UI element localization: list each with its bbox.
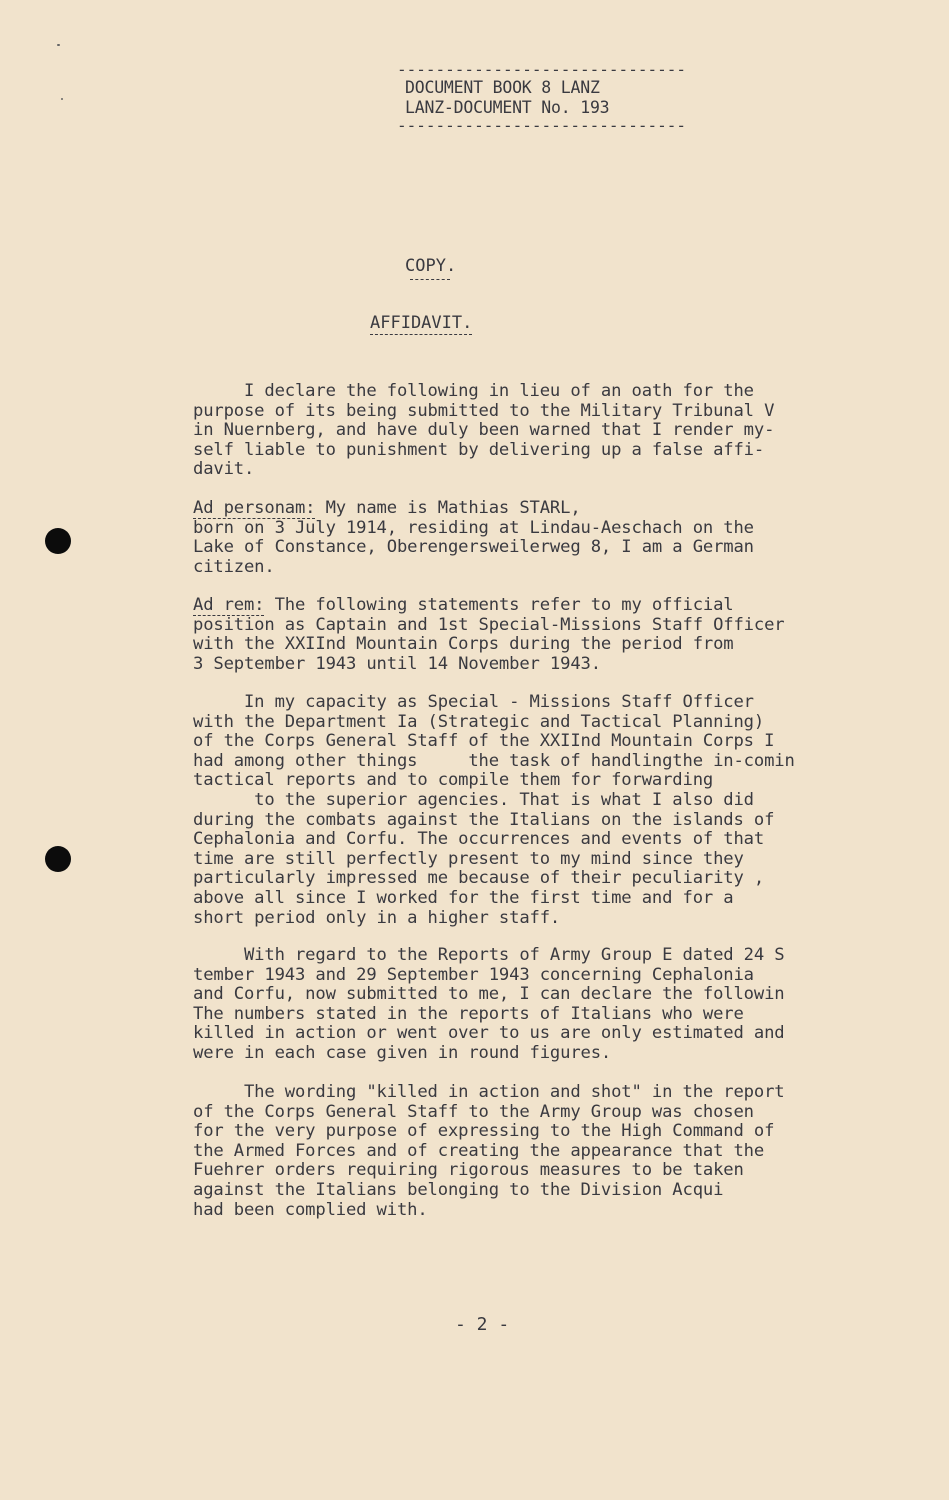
- paragraph-ad-personam: [193, 499, 893, 577]
- text-line: In my capacity as Special - Missions Staff Officer: [193, 692, 754, 712]
- text-line: I declare the following in lieu of an oath for the: [193, 381, 754, 401]
- text-line: tactical reports and to compile them for forwarding: [193, 770, 714, 791]
- text-line: purpose of its being submitted to the Military Tribunal V: [193, 400, 775, 421]
- text-line: The wording "killed in action and shot" in the report: [193, 1082, 785, 1102]
- document-title: AFFIDAVIT.: [370, 313, 473, 333]
- text-line: killed in action or went over to us are only estimated and: [193, 1023, 785, 1044]
- text-line: Fuehrer orders requiring rigorous measures to be taken: [193, 1160, 744, 1181]
- text-line: self liable to punishment by delivering up a false affi-: [193, 439, 765, 460]
- paragraph-reports: [193, 946, 893, 1064]
- text-line: citizen.: [193, 556, 275, 577]
- paragraph-ad-rem: [193, 596, 893, 674]
- text-line: born on 3 July 1914, residing at Lindau-Aeschach on the: [193, 517, 754, 538]
- text-line: of the Corps General Staff of the XXIInd Mountain Corps I: [193, 731, 775, 752]
- text-line: to the superior agencies. That is what I also did: [193, 789, 754, 810]
- text-line: above all since I worked for the first time and for a: [193, 887, 734, 908]
- copy-underline: [410, 279, 450, 280]
- punch-hole-lower: [45, 846, 71, 872]
- text-line: during the combats against the Italians on the islands of: [193, 809, 775, 830]
- copy-label: COPY.: [405, 256, 457, 276]
- text-line: Lake of Constance, Oberengersweilerweg 8, I am a German: [193, 537, 754, 558]
- page-number: - 2 -: [455, 1314, 510, 1335]
- ad-personam-label: Ad personam:: [193, 498, 316, 518]
- text-line: with the XXIInd Mountain Corps during the period from: [193, 634, 734, 655]
- text-line: With regard to the Reports of Army Group E dated 24 S: [193, 945, 785, 965]
- text-line: short period only in a higher staff.: [193, 907, 561, 928]
- text-line: with the Department Ia (Strategic and Tactical Planning): [193, 711, 765, 732]
- punch-hole-upper: [45, 528, 71, 554]
- paragraph-declaration: [193, 382, 893, 480]
- header-rule-bottom: ------------------------------: [397, 116, 686, 135]
- text-line: against the Italians belonging to the Division Acqui: [193, 1179, 724, 1200]
- text-line: of the Corps General Staff to the Army Group was chosen: [193, 1101, 754, 1122]
- text-line: had been complied with.: [193, 1199, 428, 1220]
- text-line: tember 1943 and 29 September 1943 concerning Cephalonia: [193, 964, 754, 985]
- text-line: position as Captain and 1st Special-Missions Staff Officer: [193, 614, 785, 635]
- text-line: were in each case given in round figures.: [193, 1042, 612, 1063]
- text-line: [193, 596, 893, 616]
- paragraph-capacity: [193, 693, 893, 928]
- text-fragment: My name is Mathias STARL,: [315, 498, 581, 518]
- text-line: had among other things the task of handlingthe in-comin: [193, 750, 795, 771]
- text-line: the Armed Forces and of creating the appearance that the: [193, 1140, 765, 1161]
- text-line: and Corfu, now submitted to me, I can declare the followin: [193, 984, 785, 1005]
- text-line: [193, 499, 893, 519]
- header-line-1: DOCUMENT BOOK 8 LANZ: [405, 78, 600, 97]
- scan-speck: [57, 44, 60, 46]
- text-line: in Nuernberg, and have duly been warned that I render my-: [193, 420, 775, 441]
- text-line: The numbers stated in the reports of Italians who were: [193, 1003, 744, 1024]
- text-fragment: The following statements refer to my official: [264, 595, 734, 615]
- header-rule-top: ------------------------------: [397, 60, 686, 79]
- text-line: particularly impressed me because of their peculiarity ,: [193, 868, 765, 889]
- scan-speck: [61, 98, 63, 100]
- text-line: for the very purpose of expressing to the High Command of: [193, 1121, 775, 1142]
- document-header: [397, 60, 686, 135]
- text-line: time are still perfectly present to my mind since they: [193, 848, 744, 869]
- paragraph-wording: [193, 1083, 893, 1220]
- ad-rem-label: Ad rem:: [193, 595, 265, 615]
- text-line: Cephalonia and Corfu. The occurrences and events of that: [193, 829, 765, 850]
- header-line-2: LANZ-DOCUMENT No. 193: [405, 98, 610, 117]
- text-line: 3 September 1943 until 14 November 1943.: [193, 653, 601, 674]
- text-line: davit.: [193, 459, 255, 480]
